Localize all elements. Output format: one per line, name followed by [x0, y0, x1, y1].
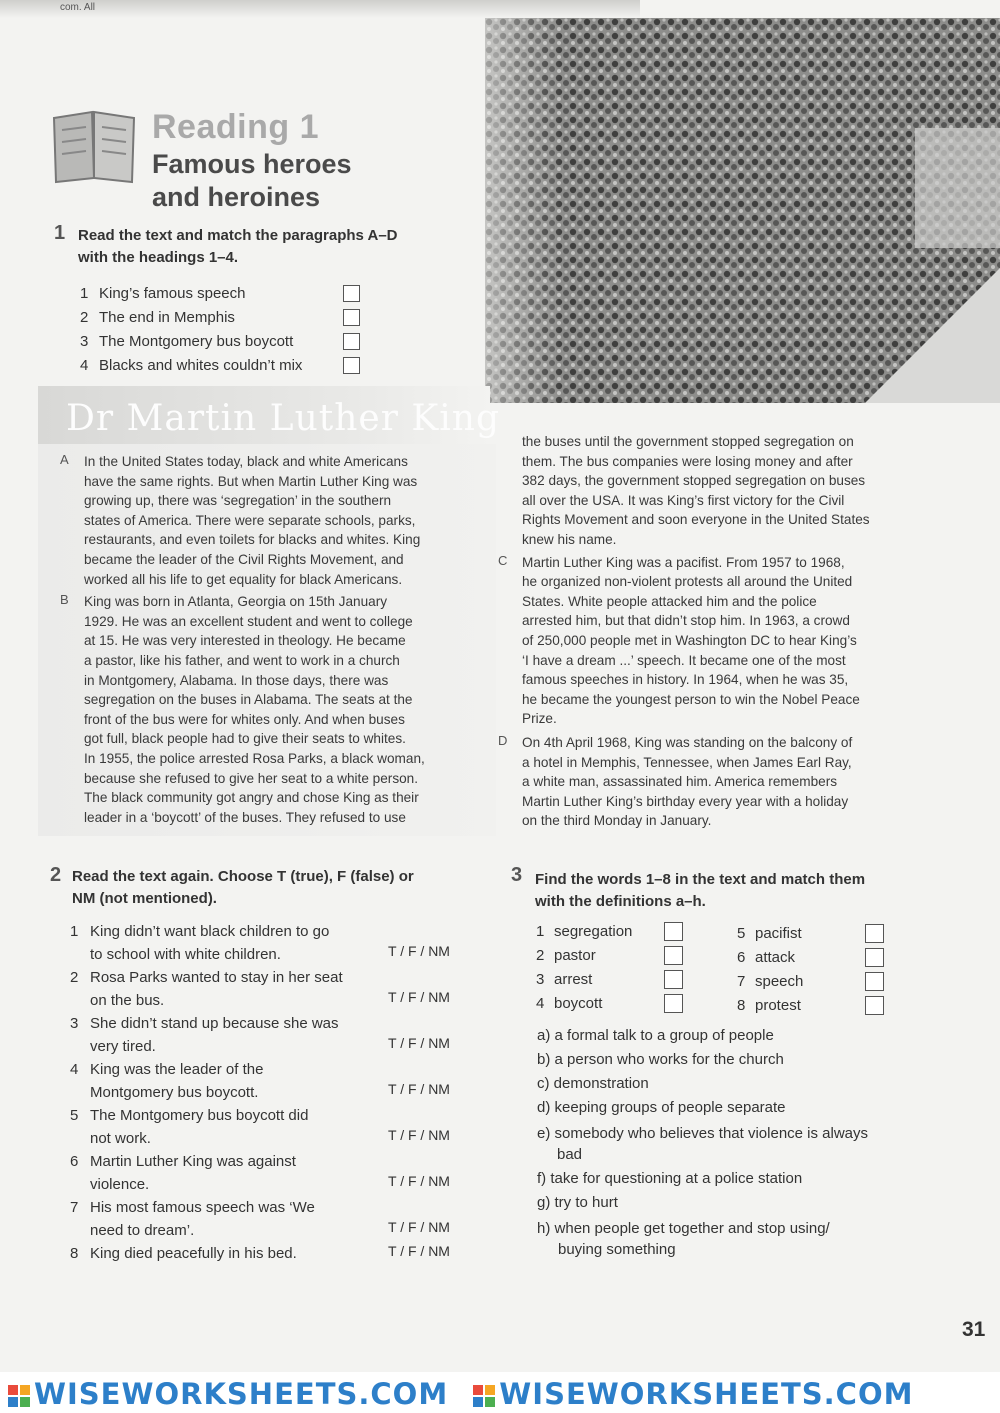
item-number: 1	[536, 923, 545, 940]
word-item	[737, 994, 887, 1018]
word-text: arrest	[554, 971, 593, 988]
answer-box[interactable]	[664, 970, 683, 989]
item-text	[90, 1242, 297, 1265]
tf-options[interactable]: T / F / NM	[388, 1081, 450, 1097]
text-line: restaurants, and even toilets for blacks and whites. King	[84, 532, 421, 548]
crowd-photo	[485, 18, 1000, 403]
item-text: King’s famous speech	[99, 285, 246, 302]
text-line: very tired.	[90, 1038, 156, 1055]
text-line: worked all his life to get equality for black Americans.	[84, 571, 403, 587]
definition-item	[537, 1218, 937, 1260]
definition-letter: a)	[537, 1027, 551, 1044]
text-line: growing up, there was ‘segregation’ in the southern	[84, 493, 392, 509]
word-item	[536, 968, 686, 992]
paragraph-b	[60, 592, 480, 827]
answer-box[interactable]	[865, 972, 884, 991]
answer-box[interactable]	[343, 357, 360, 374]
item-number: 4	[70, 1061, 79, 1078]
instruction-line: Find the words 1–8 in the text and match them	[535, 871, 866, 888]
definition-text: bad	[557, 1146, 583, 1163]
word-text: protest	[755, 997, 801, 1014]
article-title: Dr Martin Luther King	[66, 398, 500, 439]
definition-text: a formal talk to a group of people	[554, 1027, 774, 1044]
item-number: 8	[737, 997, 746, 1014]
definition-text: take for questioning at a police station	[550, 1170, 803, 1187]
text-line: he became the youngest person to win the Nobel Peace	[522, 691, 860, 707]
paragraph-d	[498, 733, 938, 831]
text-line: ‘I have a dream ...’ speech. It became one of the most	[522, 652, 846, 668]
subtitle-line: and heroines	[152, 182, 321, 212]
paragraph-text	[84, 592, 480, 827]
top-scan-strip	[0, 0, 640, 18]
item-number: 7	[737, 973, 746, 990]
item-text	[90, 1196, 315, 1242]
item-number: 2	[536, 947, 545, 964]
definition-letter: h)	[537, 1220, 551, 1237]
text-line: Rights Movement and soon everyone in the United States	[522, 512, 870, 528]
subtitle-line: Famous heroes	[152, 149, 352, 179]
text-line: not work.	[90, 1130, 151, 1147]
definition-text: try to hurt	[554, 1194, 618, 1211]
text-line: on the third Monday in January.	[522, 813, 712, 829]
text-line: King was the leader of the	[90, 1061, 264, 1078]
word-text: pastor	[554, 947, 596, 964]
list-item	[70, 966, 470, 1012]
answer-box[interactable]	[865, 996, 884, 1015]
words-column-left	[536, 920, 686, 1016]
item-number: 5	[737, 925, 746, 942]
text-line: famous speeches in history. In 1964, when he was 35,	[522, 672, 849, 688]
paragraph-c	[498, 553, 938, 729]
text-line: Martin Luther King was a pacifist. From 1957 to 1968,	[522, 554, 845, 570]
paragraph-text	[522, 733, 938, 831]
paragraph-label: C	[498, 552, 508, 568]
paragraph-label: D	[498, 732, 508, 748]
top-strip-text: com. All	[60, 2, 96, 13]
text-line: King died peacefully in his bed.	[90, 1245, 297, 1262]
item-text	[90, 1104, 308, 1150]
answer-box[interactable]	[664, 922, 683, 941]
list-item	[70, 1012, 470, 1058]
text-line: Prize.	[522, 711, 557, 727]
text-line: to school with white children.	[90, 946, 281, 963]
definition-item	[537, 1096, 937, 1120]
answer-box[interactable]	[664, 994, 683, 1013]
item-number: 5	[70, 1107, 79, 1124]
definition-text: when people get together and stop using/	[554, 1220, 830, 1237]
book-icon	[48, 108, 140, 186]
word-text: pacifist	[755, 925, 802, 942]
text-line: got full, black people had to give their seats to whites.	[84, 731, 406, 747]
text-line: a pastor, like his father, and went to work in a church	[84, 652, 400, 668]
exercise-1-list	[80, 282, 370, 378]
text-line: because she refused to give her seat to a white person.	[84, 770, 419, 786]
item-number: 3	[80, 333, 89, 350]
list-item	[70, 1104, 470, 1150]
tf-options[interactable]: T / F / NM	[388, 989, 450, 1005]
item-number: 7	[70, 1199, 79, 1216]
article-right-column	[498, 432, 938, 831]
worksheet-logo-icon	[473, 1385, 495, 1407]
item-text	[90, 1058, 263, 1104]
text-line: States. White people attacked him and the police	[522, 593, 817, 609]
tf-options[interactable]: T / F / NM	[388, 1243, 450, 1259]
paragraph-label: A	[60, 452, 69, 467]
list-item	[70, 1150, 470, 1196]
list-item	[80, 354, 370, 378]
text-line: became the leader of the Civil Rights Movement, and	[84, 551, 404, 567]
text-line: a hotel in Memphis, Tennessee, when James Earl Ray,	[522, 754, 852, 770]
text-line: have the same rights. But when Martin Luther King was	[84, 473, 418, 489]
item-number: 2	[70, 969, 79, 986]
instruction-line: with the headings 1–4.	[78, 249, 239, 266]
definition-item	[537, 1072, 937, 1096]
text-line: King was born in Atlanta, Georgia on 15th January	[84, 594, 388, 610]
item-text: The Montgomery bus boycott	[99, 333, 294, 350]
words-column-right	[737, 922, 887, 1018]
definition-letter: e)	[537, 1125, 551, 1142]
item-number: 3	[536, 971, 545, 988]
definition-letter: b)	[537, 1051, 551, 1068]
instruction-line: with the definitions a–h.	[535, 893, 706, 910]
text-line: segregation on the buses in Alabama. The seats at the	[84, 692, 413, 708]
item-number: 1	[80, 285, 89, 302]
exercise-3-number: 3	[511, 864, 523, 886]
answer-box[interactable]	[865, 948, 884, 967]
word-text: segregation	[554, 923, 633, 940]
item-number: 4	[80, 357, 89, 374]
paragraph-b-continued	[522, 432, 938, 550]
word-text: attack	[755, 949, 796, 966]
list-item	[70, 1058, 470, 1104]
answer-box[interactable]	[865, 924, 884, 943]
definition-text: a person who works for the church	[554, 1051, 784, 1068]
definition-item	[537, 1024, 937, 1048]
text-line: She didn’t stand up because she was	[90, 1015, 339, 1032]
answer-box[interactable]	[343, 309, 360, 326]
item-number: 6	[70, 1153, 79, 1170]
text-line: His most famous speech was ‘We	[90, 1199, 315, 1216]
list-item	[80, 306, 370, 330]
item-number: 8	[70, 1245, 79, 1262]
definition-text: keeping groups of people separate	[554, 1099, 786, 1116]
tf-options[interactable]: T / F / NM	[388, 943, 450, 959]
exercise-2-number: 2	[50, 864, 62, 886]
list-item	[80, 282, 370, 306]
instruction-line: Read the text again. Choose T (true), F (false) or	[72, 868, 414, 885]
text-line: on the bus.	[90, 992, 165, 1009]
text-line: in Montgomery, Alabama. In those days, there was	[84, 672, 389, 688]
definition-text: buying something	[558, 1241, 676, 1258]
text-line: In the United States today, black and white Americans	[84, 454, 408, 469]
text-line: all over the USA. It was King’s first victory for the Civil	[522, 492, 845, 508]
text-line: 382 days, the government stopped segregation on buses	[522, 473, 866, 489]
item-number: 2	[80, 309, 89, 326]
item-text: The end in Memphis	[99, 309, 235, 326]
definition-item	[537, 1123, 937, 1165]
list-item	[70, 920, 470, 966]
paragraph-text	[522, 553, 938, 729]
paragraph-text	[84, 452, 480, 589]
word-text: speech	[755, 973, 804, 990]
item-number: 4	[536, 995, 545, 1012]
text-line: the buses until the government stopped segregation on	[522, 434, 854, 449]
instruction-line: Read the text and match the paragraphs A–D	[78, 227, 398, 244]
watermark-text: WISEWORKSHEETS.COM	[34, 1377, 449, 1411]
tf-options[interactable]: T / F / NM	[388, 1173, 450, 1189]
text-line: states of America. There were separate schools, parks,	[84, 512, 416, 528]
text-line: Montgomery bus boycott.	[90, 1084, 259, 1101]
item-text	[90, 920, 329, 966]
worksheet-logo-icon	[8, 1385, 30, 1407]
page-number: 31	[962, 1318, 986, 1341]
tf-options[interactable]: T / F / NM	[388, 1035, 450, 1051]
tf-options[interactable]: T / F / NM	[388, 1219, 450, 1235]
text-line: In 1955, the police arrested Rosa Parks, a black woman,	[84, 750, 425, 766]
definition-item	[537, 1191, 937, 1215]
word-item	[737, 970, 887, 994]
text-line: The Montgomery bus boycott did	[90, 1107, 309, 1124]
list-item	[70, 1196, 470, 1242]
footer-watermark	[8, 1377, 913, 1411]
text-line: front of the bus were for whites only. And when buses	[84, 711, 405, 727]
item-text	[90, 966, 343, 1012]
word-item	[536, 944, 686, 968]
text-line: them. The bus companies were losing money and after	[522, 453, 853, 469]
definition-letter: f)	[537, 1170, 547, 1187]
text-line: violence.	[90, 1176, 150, 1193]
text-line: need to dream’.	[90, 1222, 195, 1239]
definition-text: somebody who believes that violence is always	[554, 1125, 869, 1142]
answer-box[interactable]	[664, 946, 683, 965]
text-line: he organized non-violent protests all around the United	[522, 574, 853, 590]
word-item	[737, 946, 887, 970]
item-text: Blacks and whites couldn’t mix	[99, 357, 303, 374]
exercise-1-instruction	[78, 225, 478, 269]
item-text	[90, 1150, 296, 1196]
word-item	[536, 992, 686, 1016]
word-text: boycott	[554, 995, 603, 1012]
item-text	[90, 1012, 339, 1058]
list-item	[80, 330, 370, 354]
definition-item	[537, 1167, 937, 1191]
word-item	[737, 922, 887, 946]
page-subtitle	[152, 148, 452, 214]
tf-options[interactable]: T / F / NM	[388, 1127, 450, 1143]
text-line: arrested him, but that didn’t stop him. In 1963, a crowd	[522, 613, 850, 629]
text-line: Martin Luther King was against	[90, 1153, 296, 1170]
item-number: 6	[737, 949, 746, 966]
item-number: 3	[70, 1015, 79, 1032]
text-line: a white man, assassinated him. America remembers	[522, 774, 838, 790]
definitions-list	[537, 1024, 937, 1260]
text-line: at 15. He was very interested in theology. He became	[84, 633, 406, 649]
text-line: Martin Luther King’s birthday every year with a holiday	[522, 793, 849, 809]
list-item	[70, 1242, 470, 1268]
text-line: On 4th April 1968, King was standing on the balcony of	[522, 734, 853, 750]
text-line: of 250,000 people met in Washington DC to hear King’s	[522, 632, 857, 648]
definition-letter: d)	[537, 1099, 551, 1116]
text-line: 1929. He was an excellent student and went to college	[84, 613, 413, 629]
answer-box[interactable]	[343, 285, 360, 302]
exercise-2-list	[70, 920, 470, 1268]
paragraph-label: B	[60, 592, 69, 608]
text-line: King didn’t want black children to go	[90, 923, 330, 940]
exercise-2-instruction	[72, 866, 472, 910]
definition-letter: c)	[537, 1075, 550, 1092]
text-line: leader in a ‘boycott’ of the buses. They refused to use	[84, 809, 406, 825]
text-line: knew his name.	[522, 531, 617, 547]
article-left-column	[60, 452, 480, 827]
definition-item	[537, 1048, 937, 1072]
text-line: The black community got angry and chose King as their	[84, 790, 419, 806]
paragraph-a	[60, 452, 480, 589]
reading-title: Reading 1	[152, 108, 319, 146]
instruction-line: NM (not mentioned).	[72, 890, 217, 907]
exercise-3-instruction	[535, 869, 955, 913]
text-line: Rosa Parks wanted to stay in her seat	[90, 969, 343, 986]
definition-text: demonstration	[553, 1075, 649, 1092]
watermark-text: WISEWORKSHEETS.COM	[499, 1377, 914, 1411]
answer-box[interactable]	[343, 333, 360, 350]
word-item	[536, 920, 686, 944]
item-number: 1	[70, 923, 79, 940]
exercise-1-number: 1	[54, 222, 66, 244]
definition-letter: g)	[537, 1194, 551, 1211]
